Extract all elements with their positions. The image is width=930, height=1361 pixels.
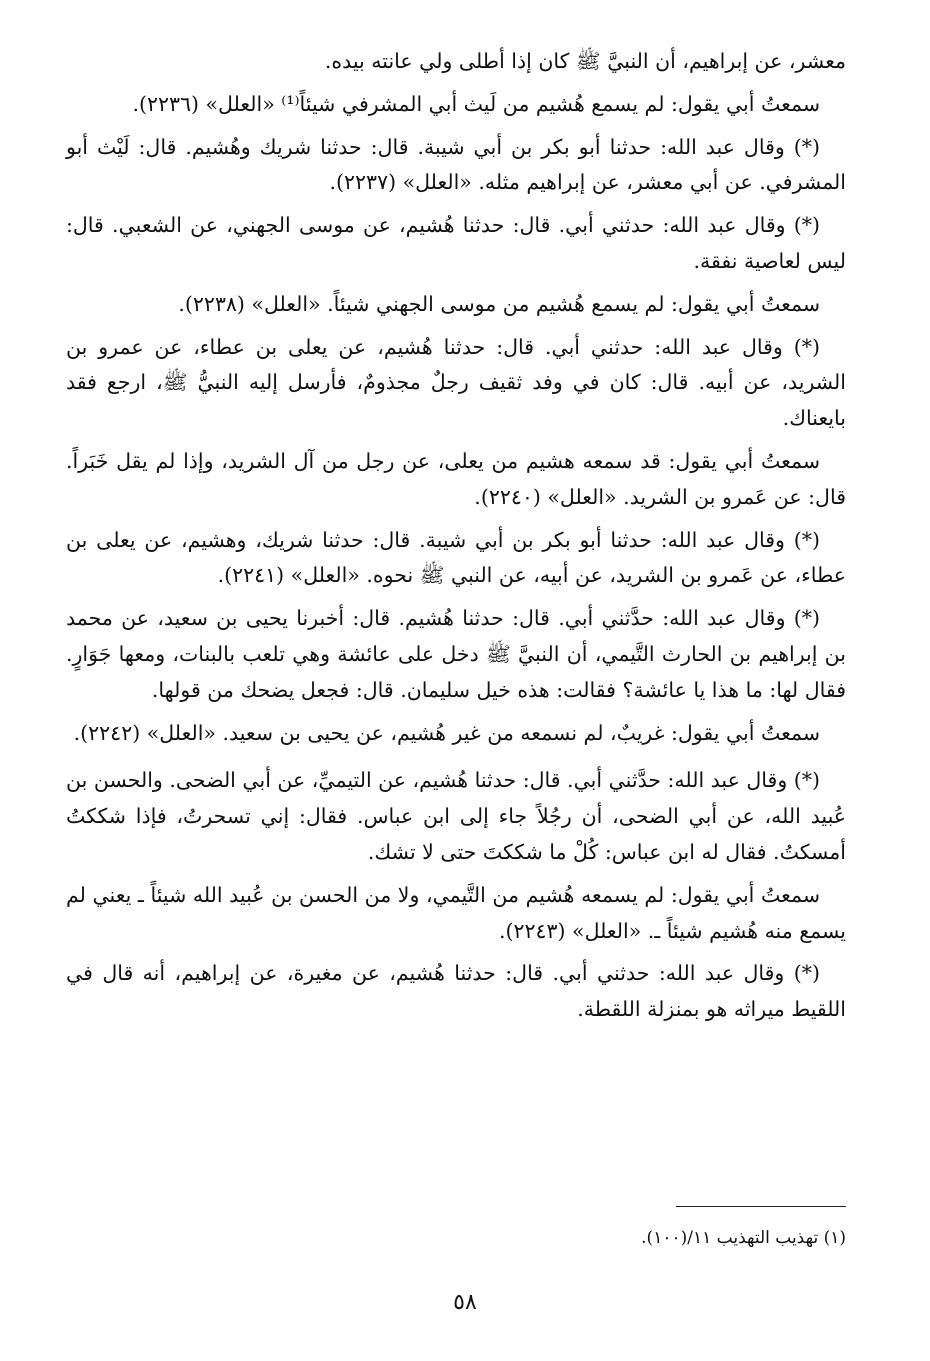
paragraph: (*) وقال عبد الله: حدثني أبي. قال: حدثنا هُشيم، عن مغيرة، عن إبراهيم، أنه قال في اللقيط ميراثه هو بمنزلة اللقطة.: [66, 961, 846, 1022]
page-number: ٥٨: [453, 1290, 477, 1315]
paragraph: (*) وقال عبد الله: حدَّثني أبي. قال: حدثنا هُشيم، عن التيميِّ، عن أبي الضحى. والحسن بن عُبيد الله، عن أبي الضحى، أن رجُلاً جاء إلى ابن عباس. فقال: إني تسحرتُ، فإذا شككتُ أمسكتُ. فقال له ابن عباس: كُلْ ما شككتَ حتى لا تشك.: [66, 768, 846, 864]
paragraph: (*) وقال عبد الله: حدثني أبي. قال: حدثنا هُشيم، عن موسى الجهني، عن الشعبي. قال: ليس لعاصية نفقة.: [66, 213, 846, 273]
paragraph: سمعتُ أبي يقول: لم يسمع هُشيم من موسى الجهني شيئاً. «العلل» (٢٢٣٨).: [178, 291, 820, 316]
paragraph: سمعتُ أبي يقول: لم يسمع هُشيم من لَيث أبي المشرفي شيئاً⁽¹⁾ «العلل» (٢٢٣٦).: [132, 91, 820, 116]
paragraph: (*) وقال عبد الله: حدَّثني أبي. قال: حدثنا هُشيم. قال: أخبرنا يحيى بن سعيد، عن محمد بن إبراهيم بن الحارث التَّيمي، أن النبيَّ ﷺ دخل على عائشة وهي تلعب بالبنات، ومعها جَوَارٍ. فقال لها: ما هذا يا عائشة؟ فقالت: هذه خيل سليمان. قال: فجعل يضحك من قولها.: [66, 606, 846, 702]
paragraph: (*) وقال عبد الله: حدثنا أبو بكر بن أبي شيبة. قال: حدثنا شريك، وهشيم، عن يعلى بن عطاء، عن عَمرو بن الشريد، عن أبيه، عن النبي ﷺ نحوه. «العلل» (٢٢٤١).: [66, 527, 846, 588]
footnote: (١) تهذيب التهذيب ١١/(١٠٠).: [641, 1228, 846, 1248]
paragraph-continuation: معشر، عن إبراهيم، أن النبيَّ ﷺ كان إذا أطلى ولي عانته بيده.: [324, 49, 846, 73]
paragraph: سمعتُ أبي يقول: قد سمعه هشيم من يعلى، عن رجل من آل الشريد، وإذا لم يقل خَبَراً. قال: عن عَمرو بن الشريد. «العلل» (٢٢٤٠).: [66, 448, 846, 509]
footnote-divider: [676, 1206, 846, 1207]
page-body: [66, 44, 846, 1035]
paragraph: (*) وقال عبد الله: حدثنا أبو بكر بن أبي شيبة. قال: حدثنا شريك وهُشيم. قال: لَيْث أبو المشرفي. عن أبي معشر، عن إبراهيم مثله. «العلل» (٢٢٣٧).: [66, 134, 846, 195]
paragraph: (*) وقال عبد الله: حدثني أبي. قال: حدثنا هُشيم، عن يعلى بن عطاء، عن عمرو بن الشريد، عن أبيه. قال: كان في وفد ثقيف رجلٌ مجذومٌ، فأرسل إليه النبيُّ ﷺ، ارجع فقد بايعناك.: [66, 334, 846, 431]
paragraph: سمعتُ أبي يقول: غريبٌ، لم نسمعه من غير هُشيم، عن يحيى بن سعيد. «العلل» (٢٢٤٢).: [73, 720, 820, 745]
paragraph: سمعتُ أبي يقول: لم يسمعه هُشيم من التَّيمي، ولا من الحسن بن عُبيد الله شيئاً ـ يعني لم يسمع منه هُشيم شيئاً ـ. «العلل» (٢٢٤٣).: [66, 882, 846, 943]
